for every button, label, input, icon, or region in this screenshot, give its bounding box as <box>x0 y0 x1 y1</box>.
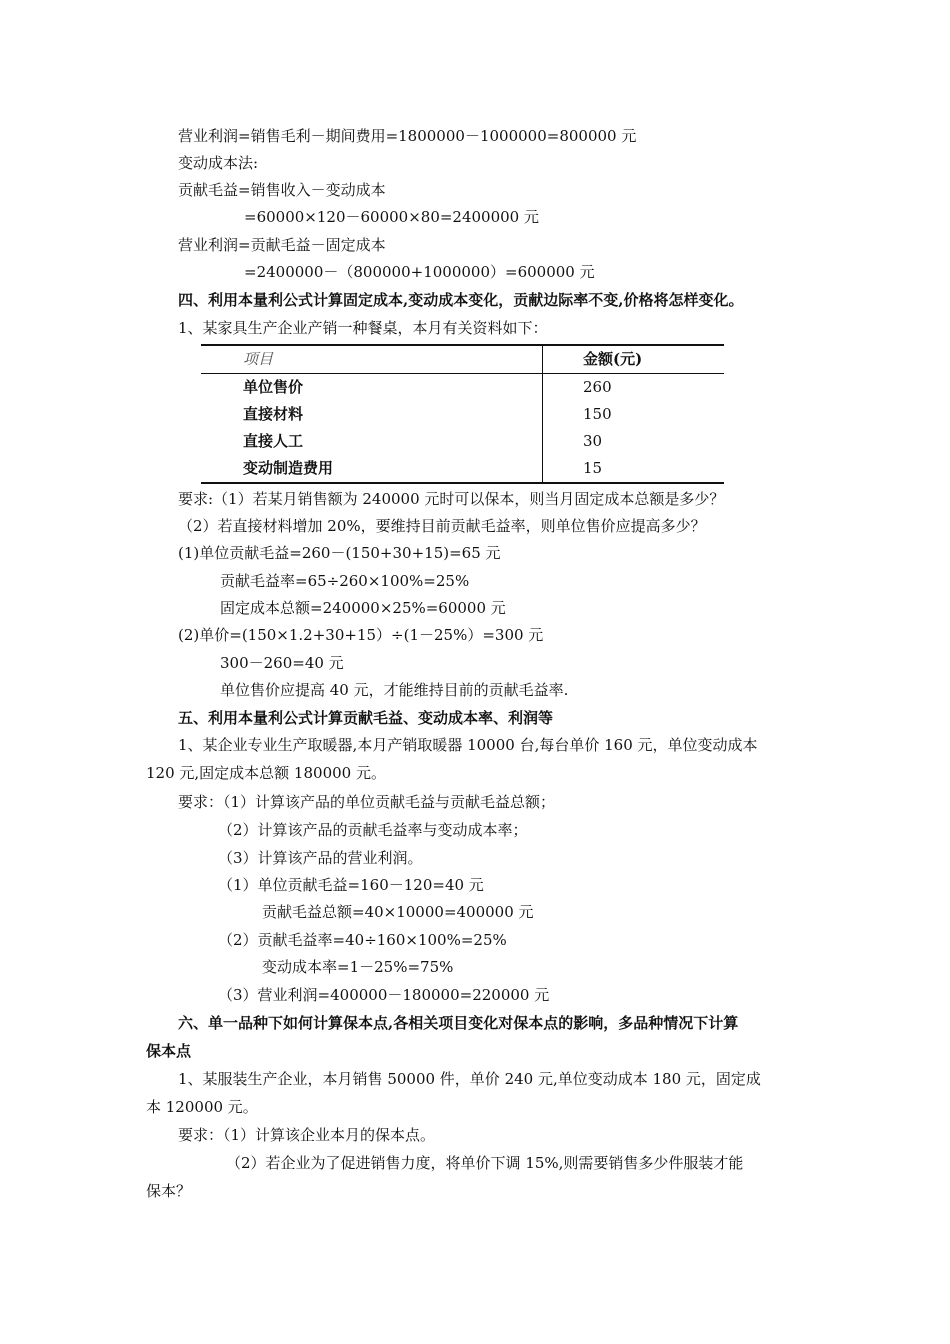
text-line: 1、某服装生产企业，本月销售 50000 件，单价 240 元,单位变动成本 180 元，固定成 <box>178 1070 761 1088</box>
text-line: （2）若直接材料增加 20%，要维持目前贡献毛益率，则单位售价应提高多少？ <box>178 517 706 535</box>
text-line: 贡献毛益总额=40×10000=400000 元 <box>262 903 534 921</box>
data-table <box>201 344 724 484</box>
section-heading: 五、利用本量利公式计算贡献毛益、变动成本率、利润等 <box>178 709 554 727</box>
text-line: 120 元,固定成本总额 180000 元。 <box>146 764 386 782</box>
table-cell-amount: 260 <box>583 378 612 396</box>
text-line: （2）贡献毛益率=40÷160×100%=25% <box>218 931 507 949</box>
section-heading: 保本点 <box>146 1042 192 1060</box>
text-line: 要求:（1）若某月销售额为 240000 元时可以保本，则当月固定成本总额是多少？ <box>178 490 725 508</box>
table-cell-amount: 150 <box>583 405 612 423</box>
table-header-rule <box>201 373 724 374</box>
text-line: （2）若企业为了促进销售力度，将单价下调 15%,则需要销售多少件服装才能 <box>226 1154 744 1172</box>
table-top-rule <box>201 344 724 346</box>
text-line: 贡献毛益=销售收入－变动成本 <box>178 181 386 199</box>
text-line: 要求：（1）计算该企业本月的保本点。 <box>178 1126 436 1144</box>
text-line: =2400000－（800000+1000000）=600000 元 <box>244 263 595 281</box>
table-column-divider <box>542 344 543 484</box>
text-line: 营业利润=贡献毛益－固定成本 <box>178 236 386 254</box>
text-line: 本 120000 元。 <box>146 1098 258 1116</box>
text-line: 1、某家具生产企业产销一种餐桌，本月有关资料如下： <box>178 319 548 337</box>
text-line: (1)单位贡献毛益=260－(150+30+15)=65 元 <box>178 544 501 562</box>
text-line: (2)单价=(150×1.2+30+15）÷(1－25%）=300 元 <box>178 626 544 644</box>
text-line: 贡献毛益率=65÷260×100%=25% <box>220 572 470 590</box>
table-bottom-rule <box>201 482 724 484</box>
text-line: （1）单位贡献毛益=160－120=40 元 <box>218 876 484 894</box>
table-cell-item: 单位售价 <box>243 378 304 396</box>
text-line: 变动成本率=1－25%=75% <box>262 958 454 976</box>
section-heading: 四、利用本量利公式计算固定成本,变动成本变化，贡献边际率不变,价格将怎样变化。 <box>178 291 744 309</box>
text-line: 营业利润=销售毛利－期间费用=1800000－1000000=800000 元 <box>178 127 637 145</box>
text-line: 300－260=40 元 <box>220 654 344 672</box>
text-line: （3）计算该产品的营业利润。 <box>218 849 423 867</box>
text-line: =60000×120－60000×80=2400000 元 <box>244 208 539 226</box>
table-cell-amount: 30 <box>583 432 603 450</box>
text-line: 保本？ <box>146 1182 192 1200</box>
table-cell-item: 直接材料 <box>243 405 304 423</box>
table-header-amount: 金额(元) <box>583 350 643 368</box>
text-line: 固定成本总额=240000×25%=60000 元 <box>220 599 506 617</box>
section-heading: 六、单一品种下如何计算保本点,各相关项目变化对保本点的影响，多品种情况下计算 <box>178 1014 739 1032</box>
text-line: 单位售价应提高 40 元，才能维持目前的贡献毛益率. <box>220 681 569 699</box>
text-line: 变动成本法: <box>178 154 259 172</box>
text-line: （2）计算该产品的贡献毛益率与变动成本率； <box>218 821 528 839</box>
text-line: 1、某企业专业生产取暖器,本月产销取暖器 10000 台,每台单价 160 元，单位变动成本 <box>178 736 758 754</box>
table-cell-item: 直接人工 <box>243 432 304 450</box>
text-line: 要求：（1）计算该产品的单位贡献毛益与贡献毛益总额； <box>178 793 556 811</box>
table-cell-amount: 15 <box>583 459 603 477</box>
table-header-item: 项目 <box>243 350 274 368</box>
table-cell-item: 变动制造费用 <box>243 459 334 477</box>
text-line: （3）营业利润=400000－180000=220000 元 <box>218 986 550 1004</box>
